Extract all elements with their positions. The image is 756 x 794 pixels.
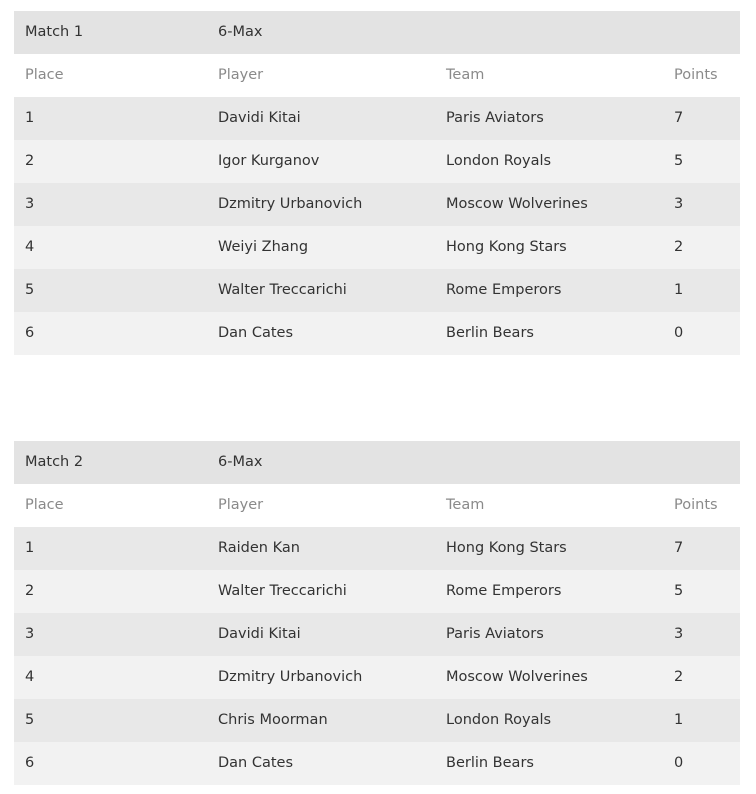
table-row bbox=[14, 527, 740, 570]
player-cell: Dzmitry Urbanovich bbox=[218, 669, 363, 685]
points-cell: 1 bbox=[674, 712, 684, 728]
player-cell: Dan Cates bbox=[218, 755, 294, 771]
column-header-place: Place bbox=[25, 497, 64, 513]
points-cell: 3 bbox=[674, 626, 684, 642]
team-cell: Berlin Bears bbox=[446, 755, 534, 771]
table-row bbox=[14, 97, 740, 140]
column-header-points: Points bbox=[674, 497, 718, 513]
place-cell: 2 bbox=[25, 583, 35, 599]
player-cell: Raiden Kan bbox=[218, 540, 300, 556]
column-header-player: Player bbox=[218, 67, 264, 83]
column-header-row bbox=[14, 484, 740, 527]
place-cell: 1 bbox=[25, 540, 35, 556]
place-cell: 3 bbox=[25, 626, 35, 642]
table-row bbox=[14, 570, 740, 613]
player-cell: Dan Cates bbox=[218, 325, 294, 341]
points-cell: 2 bbox=[674, 239, 684, 255]
player-cell: Chris Moorman bbox=[218, 712, 328, 728]
team-cell: Paris Aviators bbox=[446, 110, 544, 126]
match-title-row bbox=[14, 441, 740, 484]
player-cell: Walter Treccarichi bbox=[218, 282, 347, 298]
column-header-team: Team bbox=[446, 497, 485, 513]
points-cell: 0 bbox=[674, 325, 684, 341]
points-cell: 2 bbox=[674, 669, 684, 685]
player-cell: Igor Kurganov bbox=[218, 153, 320, 169]
column-header-team: Team bbox=[446, 67, 485, 83]
match-title: Match 1 bbox=[25, 24, 84, 40]
match-title-row bbox=[14, 11, 740, 54]
place-cell: 4 bbox=[25, 239, 35, 255]
match-format: 6-Max bbox=[218, 454, 263, 470]
column-header-points: Points bbox=[674, 67, 718, 83]
table-row bbox=[14, 183, 740, 226]
player-cell: Walter Treccarichi bbox=[218, 583, 347, 599]
player-cell: Davidi Kitai bbox=[218, 626, 301, 642]
match-1-table bbox=[14, 11, 740, 355]
place-cell: 1 bbox=[25, 110, 35, 126]
match-format: 6-Max bbox=[218, 24, 263, 40]
team-cell: Berlin Bears bbox=[446, 325, 534, 341]
place-cell: 6 bbox=[25, 325, 35, 341]
player-cell: Weiyi Zhang bbox=[218, 239, 309, 255]
place-cell: 6 bbox=[25, 755, 35, 771]
column-header-row bbox=[14, 54, 740, 97]
table-row bbox=[14, 613, 740, 656]
player-cell: Dzmitry Urbanovich bbox=[218, 196, 363, 212]
table-row bbox=[14, 140, 740, 183]
points-cell: 1 bbox=[674, 282, 684, 298]
place-cell: 5 bbox=[25, 282, 35, 298]
table-row bbox=[14, 269, 740, 312]
table-row bbox=[14, 656, 740, 699]
table-row bbox=[14, 312, 740, 355]
column-header-place: Place bbox=[25, 67, 64, 83]
place-cell: 3 bbox=[25, 196, 35, 212]
points-cell: 5 bbox=[674, 583, 684, 599]
team-cell: Moscow Wolverines bbox=[446, 669, 588, 685]
team-cell: Rome Emperors bbox=[446, 583, 562, 599]
place-cell: 2 bbox=[25, 153, 35, 169]
team-cell: Paris Aviators bbox=[446, 626, 544, 642]
match-2-table bbox=[14, 441, 740, 785]
points-cell: 7 bbox=[674, 540, 684, 556]
team-cell: London Royals bbox=[446, 712, 552, 728]
points-cell: 3 bbox=[674, 196, 684, 212]
table-row bbox=[14, 226, 740, 269]
table-row bbox=[14, 742, 740, 785]
table-row bbox=[14, 699, 740, 742]
team-cell: Hong Kong Stars bbox=[446, 540, 567, 556]
place-cell: 4 bbox=[25, 669, 35, 685]
column-header-player: Player bbox=[218, 497, 264, 513]
team-cell: London Royals bbox=[446, 153, 552, 169]
points-cell: 5 bbox=[674, 153, 684, 169]
points-cell: 0 bbox=[674, 755, 684, 771]
points-cell: 7 bbox=[674, 110, 684, 126]
team-cell: Moscow Wolverines bbox=[446, 196, 588, 212]
match-title: Match 2 bbox=[25, 454, 84, 470]
player-cell: Davidi Kitai bbox=[218, 110, 301, 126]
place-cell: 5 bbox=[25, 712, 35, 728]
team-cell: Rome Emperors bbox=[446, 282, 562, 298]
team-cell: Hong Kong Stars bbox=[446, 239, 567, 255]
